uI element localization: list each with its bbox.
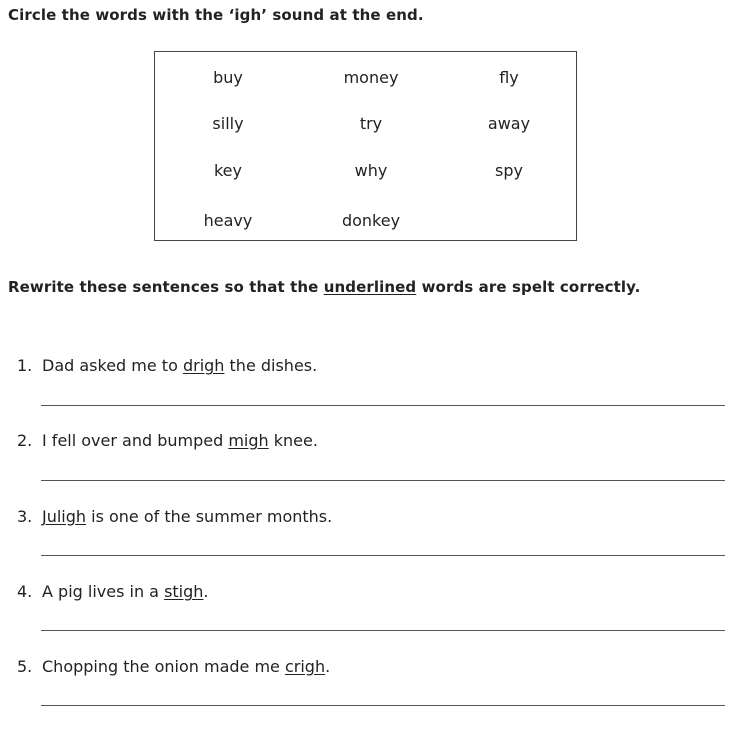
sentence-number: 2. — [17, 431, 33, 450]
word-fly[interactable]: fly — [499, 68, 519, 87]
rewrite-instruction-after: words are spelt correctly. — [416, 278, 641, 296]
rewrite-instruction-underlined: underlined — [323, 278, 417, 296]
sentence-text-before: Chopping the onion made me — [42, 657, 285, 676]
sentence-4 — [17, 582, 209, 601]
sentence-2 — [17, 431, 318, 450]
word-try[interactable]: try — [359, 114, 383, 133]
word-donkey[interactable]: donkey — [341, 211, 401, 230]
sentence-number: 3. — [17, 507, 33, 526]
circle-instruction: Circle the words with the ‘igh’ sound at the end. — [8, 6, 424, 24]
sentence-text-after: knee. — [268, 431, 318, 450]
misspelt-word: Juligh — [42, 507, 87, 526]
rewrite-instruction — [8, 278, 640, 296]
sentence-number: 4. — [17, 582, 33, 601]
sentence-text-before: Dad asked me to — [42, 356, 183, 375]
rewrite-instruction-before: Rewrite these sentences so that the — [8, 278, 324, 296]
answer-line-4[interactable] — [41, 630, 725, 631]
sentence-text-before: A pig lives in a — [42, 582, 165, 601]
sentence-text-after: is one of the summer months. — [86, 507, 333, 526]
sentence-text-before: I fell over and bumped — [42, 431, 229, 450]
misspelt-word: stigh — [164, 582, 204, 601]
sentence-number: 1. — [17, 356, 33, 375]
sentence-text-after: the dishes. — [224, 356, 318, 375]
sentence-3 — [17, 507, 332, 526]
sentence-text-after: . — [325, 657, 331, 676]
word-key[interactable]: key — [213, 161, 242, 180]
word-box — [154, 51, 577, 241]
misspelt-word: drigh — [182, 356, 225, 375]
word-silly[interactable]: silly — [212, 114, 244, 133]
answer-line-3[interactable] — [41, 555, 725, 556]
word-away[interactable]: away — [487, 114, 531, 133]
word-buy[interactable]: buy — [213, 68, 243, 87]
answer-line-5[interactable] — [41, 705, 725, 706]
misspelt-word: crigh — [284, 657, 326, 676]
sentence-1 — [17, 356, 317, 375]
word-why[interactable]: why — [354, 161, 388, 180]
word-spy[interactable]: spy — [495, 161, 523, 180]
misspelt-word: migh — [228, 431, 269, 450]
answer-line-1[interactable] — [41, 405, 725, 406]
sentence-number: 5. — [17, 657, 33, 676]
sentence-5 — [17, 657, 330, 676]
word-money[interactable]: money — [343, 68, 399, 87]
answer-line-2[interactable] — [41, 480, 725, 481]
word-heavy[interactable]: heavy — [203, 211, 253, 230]
sentence-text-after: . — [203, 582, 209, 601]
